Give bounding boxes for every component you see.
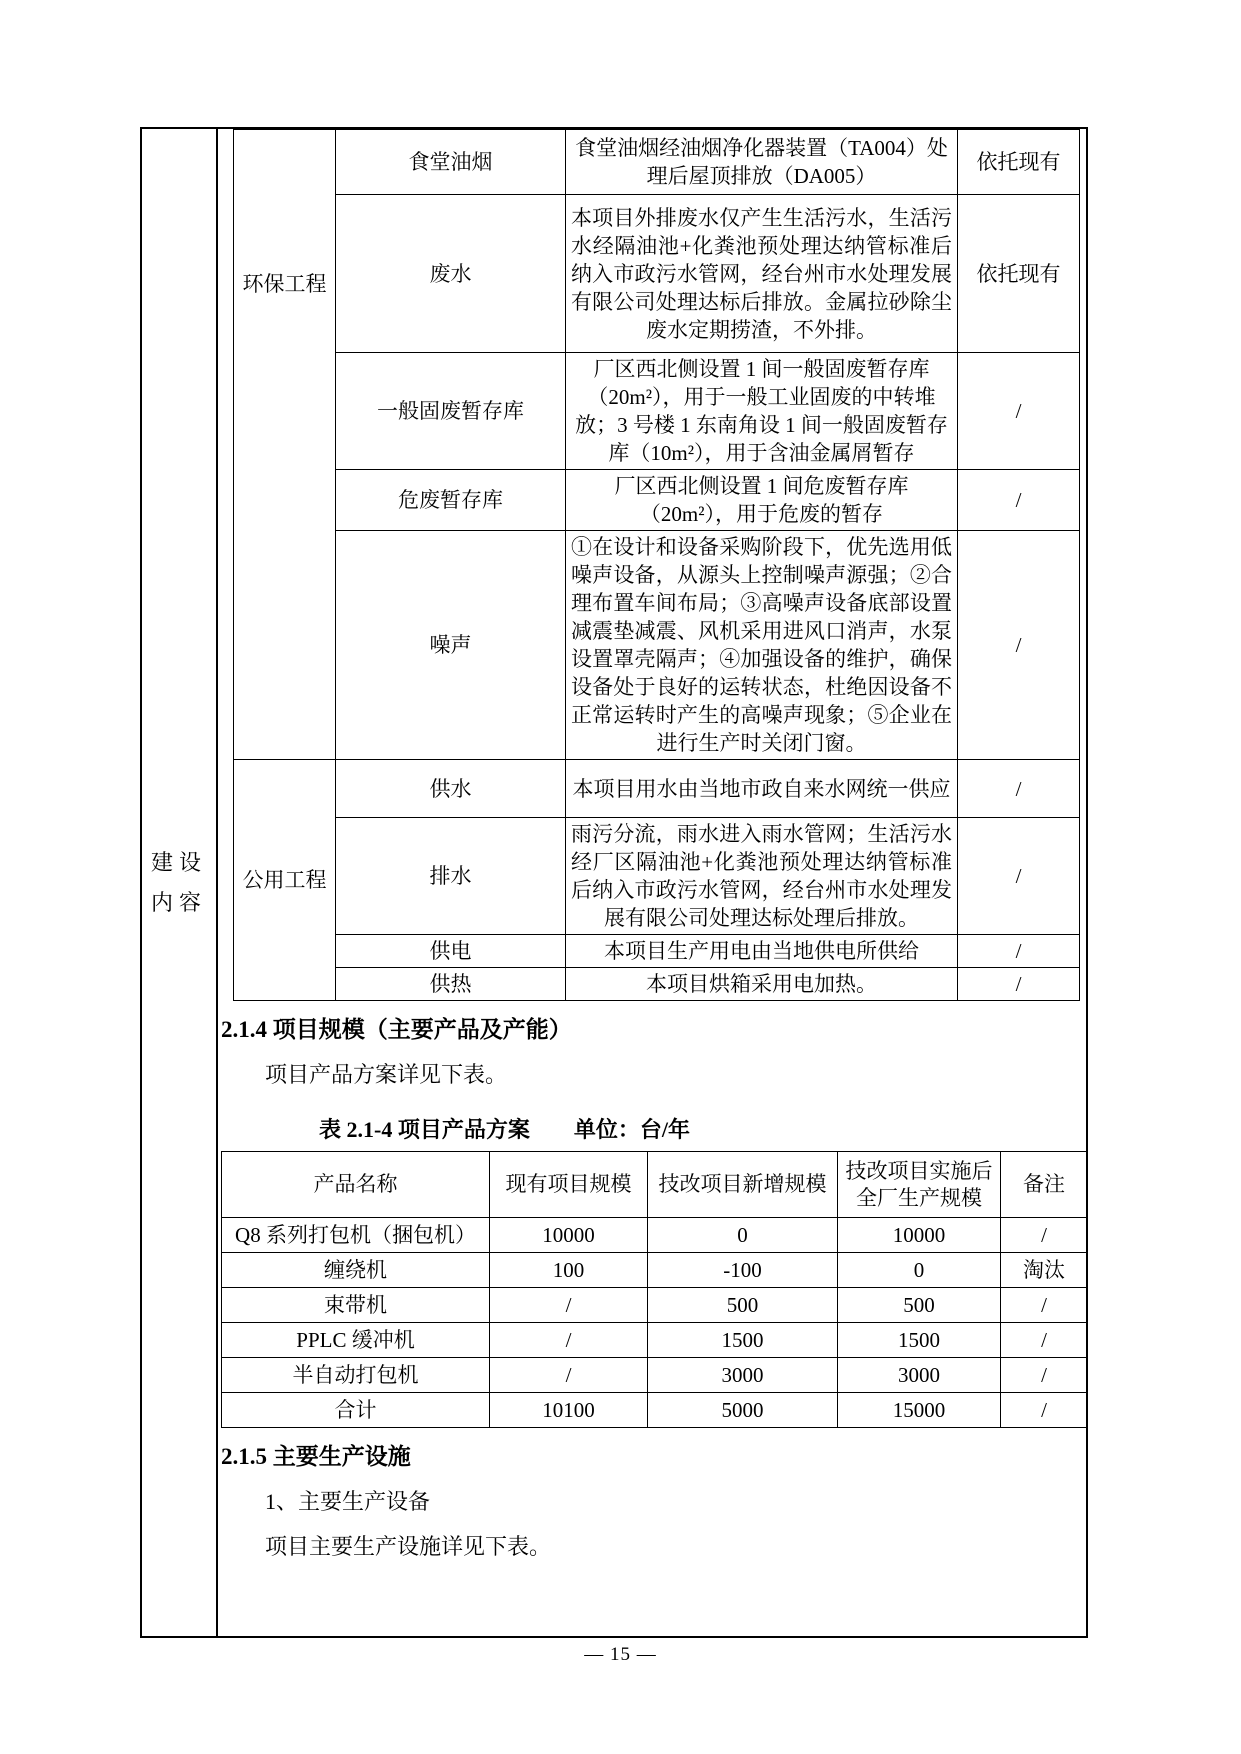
- item-label: 供热: [336, 968, 566, 1001]
- group-label-env-works: 环保工程: [234, 130, 336, 760]
- added-scale-cell: 0: [648, 1218, 838, 1253]
- col-header-product-name: 产品名称: [222, 1152, 490, 1218]
- product-name-cell: 束带机: [222, 1288, 490, 1323]
- item-label: 供水: [336, 760, 566, 818]
- construction-content-row-header: [142, 129, 218, 1636]
- col-header-remark: 备注: [1001, 1152, 1088, 1218]
- item-label: 供电: [336, 935, 566, 968]
- page-number: — 15 —: [584, 1644, 657, 1665]
- added-scale-cell: 3000: [648, 1358, 838, 1393]
- item-label: 食堂油烟: [336, 130, 566, 195]
- section-heading-2-1-5: 2.1.5 主要生产设施: [221, 1444, 411, 1469]
- remark-cell: /: [1001, 1323, 1088, 1358]
- table-row: [234, 531, 1080, 760]
- item-label: 噪声: [336, 531, 566, 760]
- table-caption-2-1-4: 表 2.1-4 项目产品方案 单位：台/年: [319, 1117, 690, 1142]
- item-label: 一般固废暂存库: [336, 353, 566, 470]
- product-plan-table: [221, 1151, 1088, 1428]
- table-row: [234, 935, 1080, 968]
- col-header-after-scale: 技改项目实施后全厂生产规模: [838, 1152, 1001, 1218]
- measure-description: 本项目外排废水仅产生生活污水，生活污水经隔油池+化粪池预处理达纳管标准后纳入市政污水管网，经台州市水处理发展有限公司处理达标后排放。金属拉砂除尘废水定期捞渣，不外排。: [566, 195, 958, 353]
- after-scale-cell: 500: [838, 1288, 1001, 1323]
- group-label-public-works: 公用工程: [234, 760, 336, 1001]
- existing-scale-cell: /: [490, 1288, 648, 1323]
- added-scale-cell: 500: [648, 1288, 838, 1323]
- measure-description: 本项目烘箱采用电加热。: [566, 968, 958, 1001]
- remark-cell: /: [958, 760, 1080, 818]
- after-scale-cell: 1500: [838, 1323, 1001, 1358]
- remark-cell: 依托现有: [958, 195, 1080, 353]
- col-header-existing-scale: 现有项目规模: [490, 1152, 648, 1218]
- remark-cell: 依托现有: [958, 130, 1080, 195]
- section-heading-2-1-4: 2.1.4 项目规模（主要产品及产能）: [221, 1017, 572, 1042]
- remark-cell: /: [958, 935, 1080, 968]
- construction-content-table: [140, 127, 1088, 1638]
- col-header-added-scale: 技改项目新增规模: [648, 1152, 838, 1218]
- table-row: [234, 130, 1080, 195]
- measure-description: 雨污分流，雨水进入雨水管网；生活污水经厂区隔油池+化粪池预处理达纳管标准后纳入市政污水管网，经台州市水处理发展有限公司处理达标处理后排放。: [566, 818, 958, 935]
- item-label: 危废暂存库: [336, 470, 566, 531]
- existing-scale-cell: /: [490, 1323, 648, 1358]
- product-name-cell: PPLC 缓冲机: [222, 1323, 490, 1358]
- remark-cell: /: [958, 968, 1080, 1001]
- total-label-cell: 合计: [222, 1393, 490, 1428]
- existing-scale-cell: 10100: [490, 1393, 648, 1428]
- table-row: [222, 1358, 1088, 1393]
- product-name-cell: 缠绕机: [222, 1253, 490, 1288]
- measure-description: 食堂油烟经油烟净化器装置（TA004）处理后屋顶排放（DA005）: [566, 130, 958, 195]
- after-scale-cell: 10000: [838, 1218, 1001, 1253]
- table-header-row: [222, 1152, 1088, 1218]
- existing-scale-cell: 100: [490, 1253, 648, 1288]
- construction-content-label: 建设内容: [150, 849, 207, 915]
- remark-cell: /: [958, 353, 1080, 470]
- measure-description: 厂区西北侧设置 1 间一般固废暂存库（20m²），用于一般工业固废的中转堆放；3 号楼 1 东南角设 1 间一般固废暂存库（10m²），用于含油金属屑暂存: [566, 353, 958, 470]
- item-label: 排水: [336, 818, 566, 935]
- env-public-works-table: [233, 129, 1080, 1001]
- table-row: [234, 968, 1080, 1001]
- remark-cell: /: [1001, 1358, 1088, 1393]
- intro-paragraph: 项目产品方案详见下表。: [265, 1062, 508, 1087]
- table-total-row: [222, 1393, 1088, 1428]
- table-row: [222, 1323, 1088, 1358]
- measure-description: 本项目生产用电由当地供电所供给: [566, 935, 958, 968]
- added-scale-cell: 5000: [648, 1393, 838, 1428]
- remark-cell: /: [1001, 1288, 1088, 1323]
- body-paragraph: 项目主要生产设施详见下表。: [265, 1534, 552, 1559]
- measure-description: 本项目用水由当地市政自来水网统一供应: [566, 760, 958, 818]
- product-name-cell: Q8 系列打包机（捆包机）: [222, 1218, 490, 1253]
- item-label: 废水: [336, 195, 566, 353]
- subsection-line: 1、主要生产设备: [265, 1489, 431, 1514]
- remark-cell: /: [1001, 1393, 1088, 1428]
- after-scale-cell: 3000: [838, 1358, 1001, 1393]
- remark-cell: /: [958, 531, 1080, 760]
- remark-cell: /: [958, 818, 1080, 935]
- measure-description: ①在设计和设备采购阶段下，优先选用低噪声设备，从源头上控制噪声源强；②合理布置车间布局；③高噪声设备底部设置减震垫减震、风机采用进风口消声，水泵设置罩壳隔声；④加强设备的维护，确保设备处于良好的运转状态，杜绝因设备不正常运转时产生的高噪声现象；⑤企业在进行生产时关闭门窗。: [566, 531, 958, 760]
- remark-cell: /: [1001, 1218, 1088, 1253]
- after-scale-cell: 15000: [838, 1393, 1001, 1428]
- table-row: [234, 195, 1080, 353]
- existing-scale-cell: /: [490, 1358, 648, 1393]
- table-row: [234, 470, 1080, 531]
- remark-cell: /: [958, 470, 1080, 531]
- table-row: [234, 818, 1080, 935]
- table-row: [222, 1253, 1088, 1288]
- table-row: [222, 1288, 1088, 1323]
- added-scale-cell: -100: [648, 1253, 838, 1288]
- added-scale-cell: 1500: [648, 1323, 838, 1358]
- product-name-cell: 半自动打包机: [222, 1358, 490, 1393]
- table-row: [222, 1218, 1088, 1253]
- measure-description: 厂区西北侧设置 1 间危废暂存库（20m²），用于危废的暂存: [566, 470, 958, 531]
- after-scale-cell: 0: [838, 1253, 1001, 1288]
- remark-cell: 淘汰: [1001, 1253, 1088, 1288]
- construction-content-body: [218, 129, 1088, 1636]
- existing-scale-cell: 10000: [490, 1218, 648, 1253]
- table-row: [234, 760, 1080, 818]
- table-row: [234, 353, 1080, 470]
